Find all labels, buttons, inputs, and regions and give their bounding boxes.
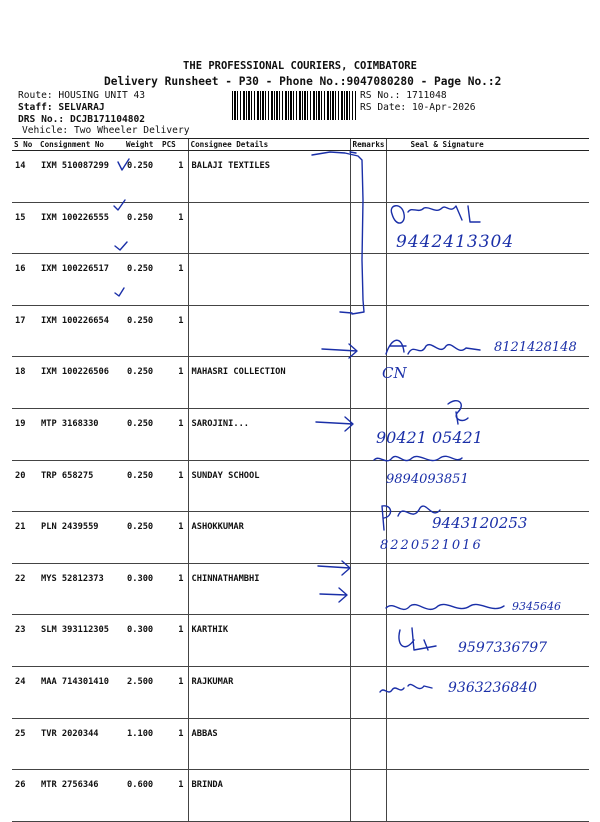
handwritten-phone: 9597336797	[458, 640, 548, 656]
cell-pcs: 1	[160, 770, 188, 822]
cell-weight: 0.250	[124, 254, 160, 306]
cell-sno: 17	[12, 305, 38, 357]
cell-weight: 0.250	[124, 305, 160, 357]
staff-label: Staff: SELVARAJ	[18, 102, 105, 113]
cell-seal-signature	[386, 254, 589, 306]
cell-weight: 1.100	[124, 718, 160, 770]
handwritten-phone: 9442413304	[396, 232, 515, 252]
cell-consignment-no: MYS 52812373	[38, 563, 124, 615]
cell-consignment-no: MTR 2756346	[38, 770, 124, 822]
cell-consignment-no: MTP 3168330	[38, 408, 124, 460]
cell-weight: 0.250	[124, 408, 160, 460]
handwritten-phone: 90421 05421	[376, 428, 483, 447]
cell-sno: 15	[12, 202, 38, 254]
cell-sno: 19	[12, 408, 38, 460]
cell-sno: 22	[12, 563, 38, 615]
cell-consignee: BALAJI TEXTILES	[188, 151, 350, 203]
cell-sno: 16	[12, 254, 38, 306]
cell-consignment-no: IXM 100226654	[38, 305, 124, 357]
handwritten-phone: 9443120253	[432, 514, 528, 532]
cell-seal-signature	[386, 770, 589, 822]
col-seal-signature: Seal & Signature	[386, 139, 589, 151]
cell-consignee: KARTHIK	[188, 615, 350, 667]
cell-consignment-no: IXM 100226506	[38, 357, 124, 409]
col-consignee: Consignee Details	[188, 139, 350, 151]
col-consignment-no: Consignment No	[38, 139, 124, 151]
col-remarks: Remarks	[350, 139, 386, 151]
cell-consignee: ASHOKKUMAR	[188, 512, 350, 564]
handwritten-phone: 9345646	[512, 600, 561, 613]
cell-remarks	[350, 151, 386, 203]
cell-sno: 20	[12, 460, 38, 512]
handwritten-phone: 8220521016	[380, 538, 483, 553]
table-row	[12, 408, 589, 460]
cell-weight: 0.600	[124, 770, 160, 822]
cell-sno: 21	[12, 512, 38, 564]
cell-consignee: BRINDA	[188, 770, 350, 822]
cell-pcs: 1	[160, 666, 188, 718]
table-header-row	[12, 139, 589, 151]
cell-sno: 18	[12, 357, 38, 409]
cell-weight: 0.250	[124, 202, 160, 254]
cell-consignment-no: IXM 100226555	[38, 202, 124, 254]
cell-pcs: 1	[160, 718, 188, 770]
cell-remarks	[350, 202, 386, 254]
vehicle-label: Vehicle: Two Wheeler Delivery	[22, 125, 190, 136]
route-label: Route: HOUSING UNIT 43	[18, 90, 146, 101]
cell-weight: 2.500	[124, 666, 160, 718]
cell-consignee	[188, 202, 350, 254]
cell-consignment-no: IXM 100226517	[38, 254, 124, 306]
cell-pcs: 1	[160, 254, 188, 306]
cell-consignment-no: TRP 658275	[38, 460, 124, 512]
cell-seal-signature	[386, 718, 589, 770]
cell-consignee	[188, 254, 350, 306]
handwritten-phone: 8121428148	[494, 340, 577, 355]
cell-pcs: 1	[160, 151, 188, 203]
cell-pcs: 1	[160, 460, 188, 512]
cell-weight: 0.300	[124, 563, 160, 615]
cell-consignment-no: MAA 714301410	[38, 666, 124, 718]
cell-consignee: RAJKUMAR	[188, 666, 350, 718]
table-row	[12, 151, 589, 203]
table-row	[12, 563, 589, 615]
cell-remarks	[350, 357, 386, 409]
cell-weight: 0.250	[124, 512, 160, 564]
runsheet-subtitle: Delivery Runsheet - P30 - Phone No.:9047080280 - Page No.:2	[104, 75, 502, 88]
cell-remarks	[350, 615, 386, 667]
table-row	[12, 460, 589, 512]
handwritten-phone: 9894093851	[386, 472, 469, 487]
cell-pcs: 1	[160, 202, 188, 254]
rs-date: RS Date: 10-Apr-2026	[360, 102, 476, 113]
cell-weight: 0.250	[124, 460, 160, 512]
cell-remarks	[350, 666, 386, 718]
cell-remarks	[350, 305, 386, 357]
cell-consignee	[188, 305, 350, 357]
table-row	[12, 718, 589, 770]
cell-consignment-no: IXM 510087299	[38, 151, 124, 203]
cell-sno: 26	[12, 770, 38, 822]
col-pcs: PCS	[160, 139, 188, 151]
table-row	[12, 770, 589, 822]
cell-consignment-no: TVR 2020344	[38, 718, 124, 770]
cell-sno: 25	[12, 718, 38, 770]
cell-consignee: CHINNATHAMBHI	[188, 563, 350, 615]
cell-sno: 14	[12, 151, 38, 203]
handwritten-mark: CN	[382, 364, 407, 382]
cell-sno: 23	[12, 615, 38, 667]
cell-sno: 24	[12, 666, 38, 718]
cell-seal-signature	[386, 357, 589, 409]
cell-remarks	[350, 718, 386, 770]
cell-consignee: SAROJINI...	[188, 408, 350, 460]
cell-weight: 0.300	[124, 615, 160, 667]
cell-consignment-no: PLN 2439559	[38, 512, 124, 564]
cell-consignment-no: SLM 393112305	[38, 615, 124, 667]
col-weight: Weight	[124, 139, 160, 151]
cell-remarks	[350, 254, 386, 306]
table-row	[12, 357, 589, 409]
cell-seal-signature	[386, 151, 589, 203]
cell-weight: 0.250	[124, 357, 160, 409]
cell-remarks	[350, 770, 386, 822]
cell-pcs: 1	[160, 512, 188, 564]
cell-consignee: ABBAS	[188, 718, 350, 770]
rs-number: RS No.: 1711048	[360, 90, 447, 101]
company-title: THE PROFESSIONAL COURIERS, COIMBATORE	[183, 60, 417, 72]
cell-remarks	[350, 563, 386, 615]
barcode	[232, 91, 356, 120]
cell-pcs: 1	[160, 408, 188, 460]
cell-pcs: 1	[160, 305, 188, 357]
col-sno: S No	[12, 139, 38, 151]
handwritten-phone: 9363236840	[448, 680, 538, 696]
cell-pcs: 1	[160, 615, 188, 667]
cell-remarks	[350, 460, 386, 512]
cell-weight: 0.250	[124, 151, 160, 203]
cell-pcs: 1	[160, 357, 188, 409]
table-row	[12, 254, 589, 306]
cell-consignee: SUNDAY SCHOOL	[188, 460, 350, 512]
cell-consignee: MAHASRI COLLECTION	[188, 357, 350, 409]
drs-number: DRS No.: DCJB171104802	[18, 114, 146, 125]
cell-pcs: 1	[160, 563, 188, 615]
